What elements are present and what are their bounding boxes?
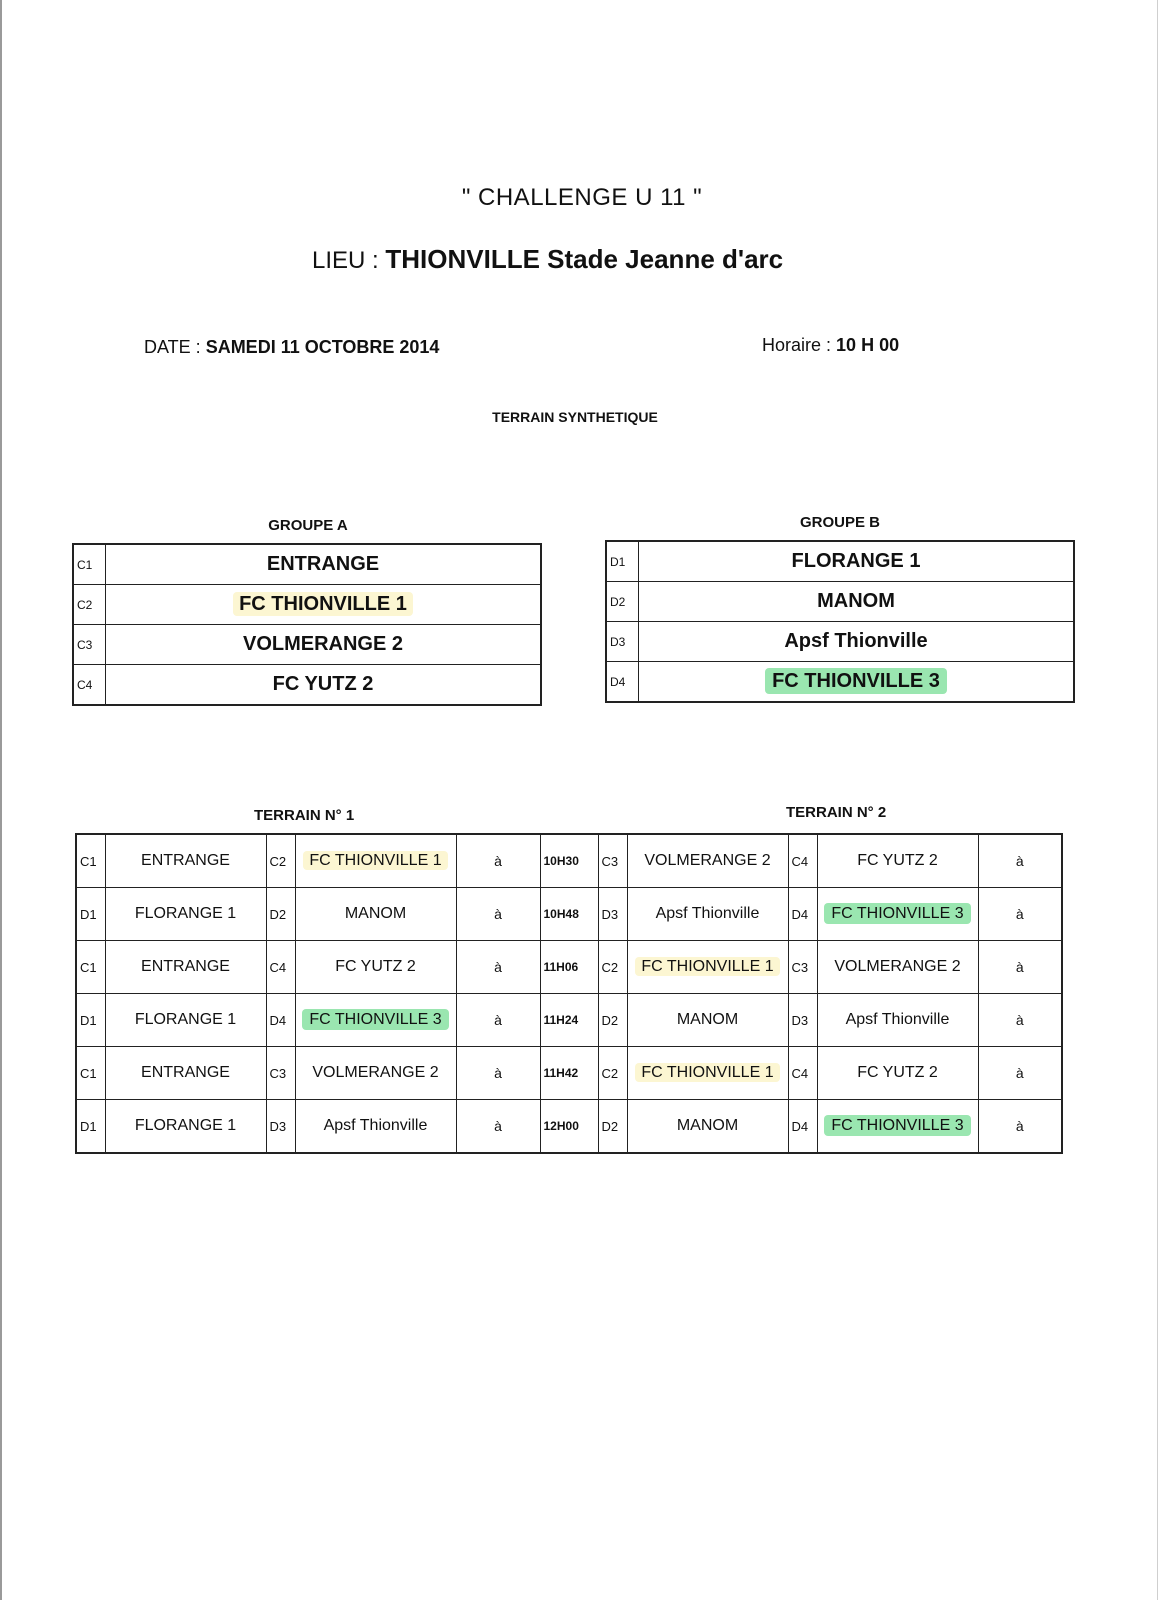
team-code: D2: [598, 1100, 627, 1154]
team-cell: [105, 888, 266, 941]
team-code: D1: [76, 1100, 105, 1154]
team-name: FLORANGE 1: [134, 905, 237, 922]
team-code: D2: [598, 994, 627, 1047]
score-cell: à: [978, 941, 1062, 994]
team-cell: [295, 834, 456, 888]
match-time: 11H42: [540, 1047, 598, 1100]
team-name: FC YUTZ 2: [335, 958, 416, 975]
team-cell: [817, 834, 978, 888]
team-cell: [295, 1100, 456, 1154]
team-code: D2: [606, 582, 639, 622]
team-name: Apsf Thionville: [784, 630, 928, 652]
match-time: 10H30: [540, 834, 598, 888]
team-cell: [105, 941, 266, 994]
group-a-title: GROUPE A: [268, 517, 348, 534]
team-cell: [105, 994, 266, 1047]
team-code: C3: [73, 625, 106, 665]
match-row: [76, 834, 1062, 888]
team-name: FC THIONVILLE 1: [303, 851, 447, 870]
team-code: D1: [76, 888, 105, 941]
team-name: MANOM: [817, 590, 895, 612]
score-cell: à: [978, 888, 1062, 941]
group-row: [73, 544, 541, 585]
team-code: D3: [606, 622, 639, 662]
page-edge: [0, 0, 2, 1600]
match-row: [76, 888, 1062, 941]
team-code: D1: [606, 541, 639, 582]
team-cell: [105, 834, 266, 888]
match-time: 10H48: [540, 888, 598, 941]
team-cell: [106, 585, 542, 625]
score-cell: à: [456, 1047, 540, 1100]
match-row: [76, 941, 1062, 994]
group-row: [606, 582, 1074, 622]
team-cell: [817, 1100, 978, 1154]
pitch-type: TERRAIN SYNTHETIQUE: [492, 409, 658, 425]
match-row: [76, 1100, 1062, 1154]
team-cell: [627, 941, 788, 994]
team-code: C4: [266, 941, 295, 994]
group-row: [606, 662, 1074, 703]
team-code: D2: [266, 888, 295, 941]
team-name: FC THIONVILLE 3: [824, 1115, 970, 1136]
team-cell: [106, 544, 542, 585]
score-cell: à: [978, 1047, 1062, 1100]
score-cell: à: [456, 994, 540, 1047]
team-cell: [295, 888, 456, 941]
match-row: [76, 1047, 1062, 1100]
team-cell: [106, 665, 542, 706]
team-code: D3: [598, 888, 627, 941]
team-cell: [817, 1047, 978, 1100]
team-cell: [627, 1100, 788, 1154]
team-name: Apsf Thionville: [845, 1011, 950, 1028]
team-cell: [817, 941, 978, 994]
team-cell: [105, 1047, 266, 1100]
score-cell: à: [978, 834, 1062, 888]
team-name: VOLMERANGE 2: [834, 958, 961, 975]
team-name: ENTRANGE: [141, 1064, 230, 1081]
team-name: MANOM: [344, 905, 407, 922]
match-time: 11H06: [540, 941, 598, 994]
team-name: VOLMERANGE 2: [312, 1064, 439, 1081]
team-code: C4: [788, 834, 817, 888]
team-name: FC THIONVILLE 3: [765, 668, 947, 694]
team-name: Apsf Thionville: [655, 905, 760, 922]
team-name: FC THIONVILLE 1: [233, 592, 413, 616]
team-name: ENTRANGE: [141, 852, 230, 869]
score-cell: à: [456, 834, 540, 888]
venue-value: THIONVILLE Stade Jeanne d'arc: [385, 244, 784, 274]
team-code: C2: [598, 1047, 627, 1100]
date-label: DATE :: [144, 337, 201, 357]
group-row: [73, 665, 541, 706]
team-code: D4: [788, 888, 817, 941]
group-row: [606, 622, 1074, 662]
match-schedule-table: [75, 833, 1063, 1154]
team-cell: [295, 994, 456, 1047]
team-cell: [627, 888, 788, 941]
team-name: FC YUTZ 2: [272, 673, 374, 695]
team-code: C4: [73, 665, 106, 706]
team-name: FC YUTZ 2: [857, 852, 938, 869]
group-a-table: [72, 543, 542, 706]
terrain-2-title: TERRAIN N° 2: [786, 804, 887, 821]
score-cell: à: [456, 941, 540, 994]
team-name: FC THIONVILLE 1: [635, 1063, 779, 1082]
team-name: MANOM: [676, 1117, 739, 1134]
team-name: ENTRANGE: [266, 553, 380, 575]
match-row: [76, 994, 1062, 1047]
team-name: VOLMERANGE 2: [644, 852, 771, 869]
team-name: FC THIONVILLE 3: [824, 903, 970, 924]
team-cell: [639, 622, 1075, 662]
score-cell: à: [978, 994, 1062, 1047]
team-code: D3: [266, 1100, 295, 1154]
venue-line: [312, 244, 783, 275]
team-code: C2: [266, 834, 295, 888]
group-row: [73, 625, 541, 665]
page-edge: [1157, 0, 1158, 1600]
team-name: Apsf Thionville: [323, 1117, 428, 1134]
score-cell: à: [456, 1100, 540, 1154]
team-code: C3: [788, 941, 817, 994]
group-row: [73, 585, 541, 625]
date-value: SAMEDI 11 OCTOBRE 2014: [205, 337, 440, 357]
page-title: " CHALLENGE U 11 ": [461, 184, 703, 211]
team-code: C3: [266, 1047, 295, 1100]
team-code: C1: [76, 1047, 105, 1100]
team-code: D3: [788, 994, 817, 1047]
team-code: D1: [76, 994, 105, 1047]
team-cell: [639, 541, 1075, 582]
team-code: C1: [76, 941, 105, 994]
team-cell: [105, 1100, 266, 1154]
team-code: C3: [598, 834, 627, 888]
team-name: ENTRANGE: [141, 958, 230, 975]
team-code: C1: [73, 544, 106, 585]
team-name: FLORANGE 1: [134, 1117, 237, 1134]
terrain-1-title: TERRAIN N° 1: [254, 807, 355, 824]
score-cell: à: [978, 1100, 1062, 1154]
date-line: [144, 337, 439, 358]
team-code: D4: [788, 1100, 817, 1154]
team-cell: [639, 582, 1075, 622]
group-b-table: [605, 540, 1075, 703]
group-row: [606, 541, 1074, 582]
team-name: FC THIONVILLE 3: [302, 1009, 448, 1030]
team-name: FLORANGE 1: [134, 1011, 237, 1028]
start-time-line: [762, 335, 899, 356]
team-name: MANOM: [676, 1011, 739, 1028]
group-b-title: GROUPE B: [799, 514, 880, 531]
team-cell: [295, 1047, 456, 1100]
team-cell: [639, 662, 1075, 703]
team-code: D4: [606, 662, 639, 703]
team-cell: [295, 941, 456, 994]
score-cell: à: [456, 888, 540, 941]
team-code: C2: [73, 585, 106, 625]
venue-label: LIEU :: [312, 247, 379, 274]
start-time-label: Horaire :: [762, 335, 832, 355]
team-code: C1: [76, 834, 105, 888]
match-time: 11H24: [540, 994, 598, 1047]
match-time: 12H00: [540, 1100, 598, 1154]
team-cell: [817, 994, 978, 1047]
team-cell: [627, 994, 788, 1047]
start-time-value: 10 H 00: [836, 335, 900, 355]
team-name: FC THIONVILLE 1: [635, 957, 779, 976]
team-name: FLORANGE 1: [791, 550, 921, 572]
team-code: C2: [598, 941, 627, 994]
team-name: FC YUTZ 2: [857, 1064, 938, 1081]
team-cell: [106, 625, 542, 665]
team-cell: [627, 1047, 788, 1100]
team-name: VOLMERANGE 2: [242, 633, 404, 655]
team-cell: [817, 888, 978, 941]
team-code: C4: [788, 1047, 817, 1100]
team-code: D4: [266, 994, 295, 1047]
team-cell: [627, 834, 788, 888]
